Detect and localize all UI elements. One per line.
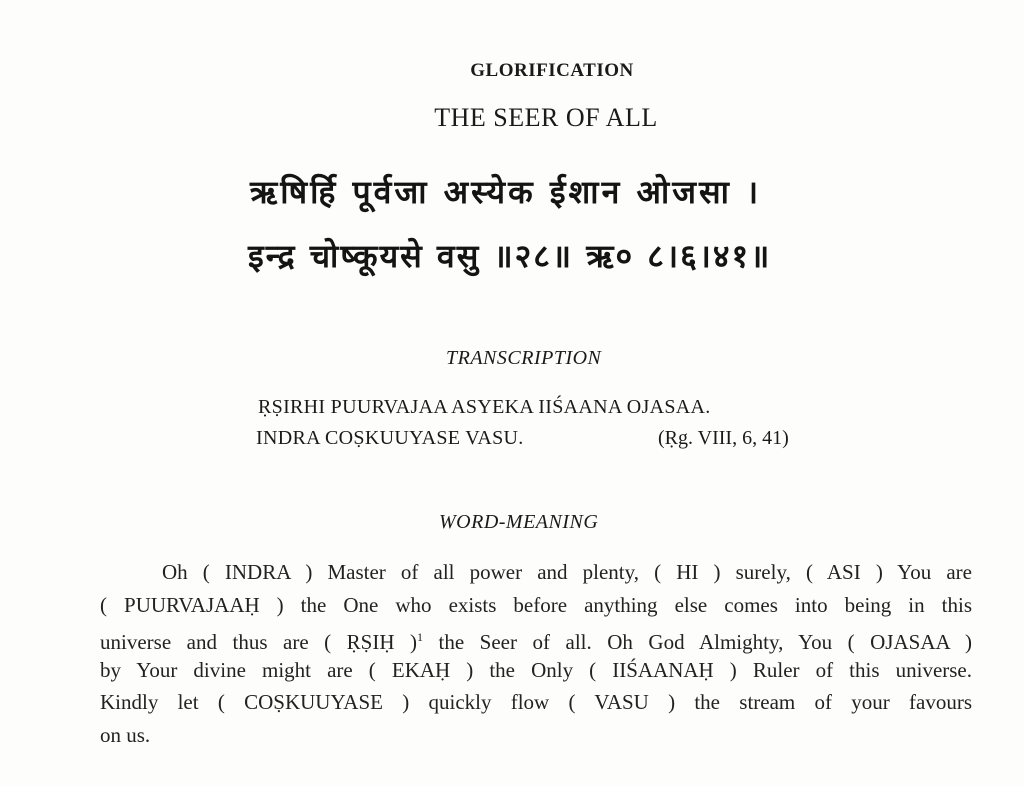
word-meaning-title: WORD-MEANING xyxy=(439,511,599,533)
paragraph-line: ( PUURVAJAAḤ ) the One who exists before anything else comes into being in this xyxy=(100,592,972,617)
paragraph-line-start: universe and thus are ( ṚṢIḤ ) xyxy=(100,630,417,654)
sanskrit-verse-line-2: इन्द्र चोष्कूयसे वसु ॥२८॥ ऋ० ८।६।४१॥ xyxy=(248,237,772,275)
paragraph-line: Oh ( INDRA ) Master of all power and plenty, ( HI ) surely, ( ASI ) You are xyxy=(162,560,972,584)
section-heading: GLORIFICATION xyxy=(470,60,634,81)
paragraph-line: by Your divine might are ( EKAḤ ) the Only ( IIŚAANAḤ ) Ruler of this universe. xyxy=(100,657,972,682)
sanskrit-verse-line-1: ऋषिर्हि पूर्वजा अस्येक ईशान ओजसा । xyxy=(250,173,762,211)
paragraph-line-end: the Seer of all. Oh God Almighty, You ( OJASAA ) xyxy=(423,630,973,654)
transcription-title: TRANSCRIPTION xyxy=(446,347,602,369)
paragraph-line: Kindly let ( COṢKUUYASE ) quickly flow ( VASU ) the stream of your favours xyxy=(100,690,972,714)
page-title: THE SEER OF ALL xyxy=(434,103,658,132)
transcription-line-2: INDRA COṢKUUYASE VASU. xyxy=(256,427,524,449)
verse-reference: (Ṛg. VIII, 6, 41) xyxy=(658,427,789,449)
transcription-line-1: ṚṢIRHI PUURVAJAA ASYEKA IIŚAANA OJASAA. xyxy=(258,396,711,418)
word-meaning-paragraph xyxy=(100,556,972,751)
paragraph-line xyxy=(100,621,972,654)
paragraph-line: on us. xyxy=(100,722,151,747)
footnote-marker: 1 xyxy=(417,630,423,644)
